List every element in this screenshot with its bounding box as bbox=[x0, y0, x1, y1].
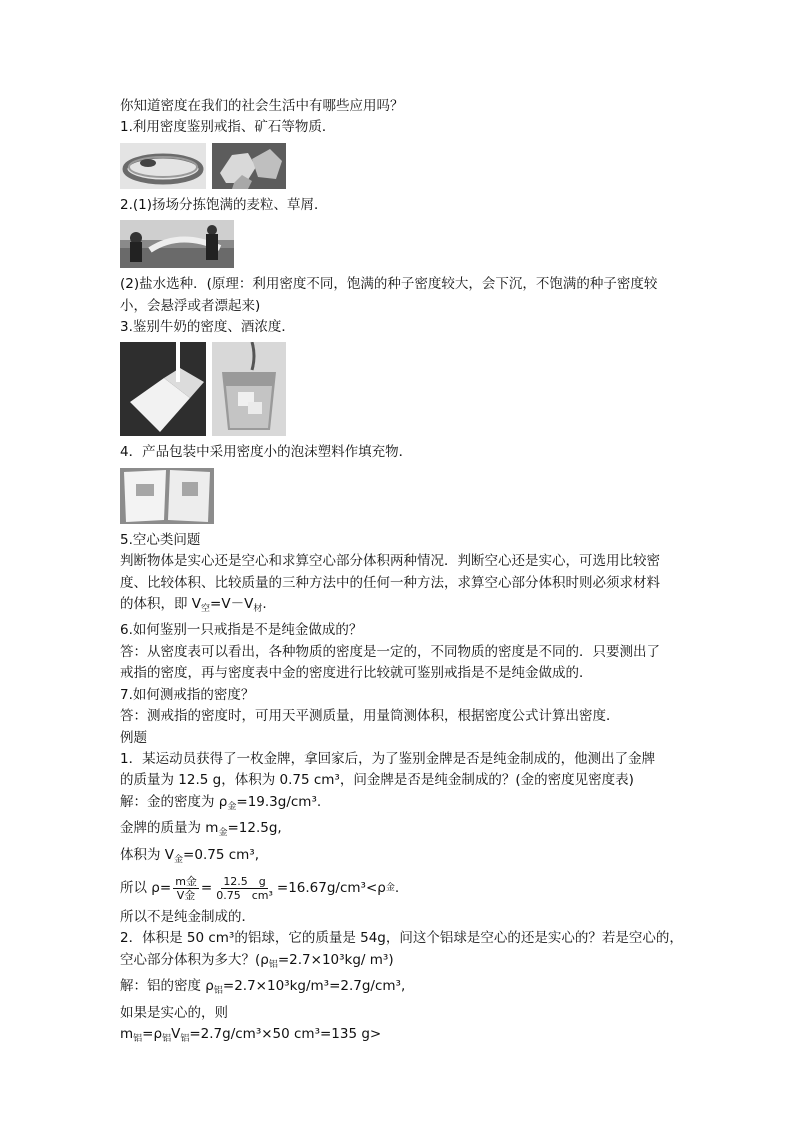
foam-packaging-photo bbox=[120, 468, 214, 524]
example-1-solution-1: 解：金的密度为 $\rho_金=19.3g$/cm³. bbox=[120, 793, 322, 812]
item-7-answer: 答：测戒指的密度时，可用天平测质量，用量筒测体积，根据密度公式计算出密度． bbox=[120, 708, 620, 725]
example-2-question-2: 空心部分体积为多大？($\rho_铝=2.7\times 10^3kg/$ m³) bbox=[120, 951, 394, 970]
example-heading: 例题 bbox=[120, 729, 147, 746]
item-6-question: 6.如何鉴别一只戒指是不是纯金做成的？ bbox=[120, 622, 363, 639]
item-5-line-1: 判断物体是实心还是空心和求算空心部分体积两种情况．判断空心还是实心，可选用比较密 bbox=[120, 553, 660, 570]
item-5-line-2: 度、比较体积、比较质量的三种方法中的任何一种方法，求算空心部分体积时则必须求材料 bbox=[120, 574, 660, 591]
example-2-solution-3: $m_铝=\rho_铝V_铝=2.7g/cm^3\times 50$ cm³=135 g> bbox=[120, 1025, 382, 1044]
example-1-formula: 所以 ρ= $\frac{\text{m金}}{\text{V金}}$ = $\frac{12.5 g}{\text{0.75 cm³}}$ =16.67g/cm³<ρ 金 . bbox=[120, 875, 400, 903]
intro-question: 你知道密度在我们的社会生活中有哪些应用吗？ bbox=[120, 98, 404, 114]
example-1-question-2: 的质量为 12.5 g，体积为 0.75 cm³，问金牌是否是纯金制成的？(金的密度见密度表) bbox=[120, 772, 634, 789]
item-3: 3.鉴别牛奶的密度、酒浓度． bbox=[120, 319, 295, 336]
item-6-answer-1: 答：从密度表可以看出，各种物质的密度是一定的，不同物质的密度是不同的．只要测出了 bbox=[120, 643, 660, 660]
item-5-title: 5.空心类问题 bbox=[120, 531, 201, 548]
milk-pour-photo bbox=[120, 342, 206, 436]
item-5-line-3: 的体积，即 $V_空=V-V_材$. bbox=[120, 596, 267, 615]
item-7-question: 7.如何测戒指的密度？ bbox=[120, 686, 255, 703]
ore-photo bbox=[212, 143, 286, 189]
fraction-numeric: $\frac{12.5 g}{\text{0.75 cm³}}$ bbox=[216, 875, 273, 903]
example-2-question-1: 2．体积是 50 cm³的铝球，它的质量是 54g，问这个铝球是空心的还是实心的？若是空心的， bbox=[120, 930, 683, 947]
example-1-question-1: 1．某运动员获得了一枚金牌，拿回家后，为了鉴别金牌是否是纯金制成的，他测出了金牌 bbox=[120, 750, 656, 767]
item-2b-line-1: (2)盐水选种．(原理：利用密度不同，饱满的种子密度较大，会下沉，不饱满的种子密度较 bbox=[120, 276, 658, 293]
item-4: 4．产品包装中采用密度小的泡沫塑料作填充物． bbox=[120, 444, 413, 461]
image-row-4 bbox=[120, 468, 680, 524]
example-1-solution-3: 体积为 $V_金=0.75$ cm³, bbox=[120, 846, 259, 865]
image-row-3 bbox=[120, 342, 680, 436]
item-6-answer-2: 戒指的密度，再与密度表中金的密度进行比较就可鉴别戒指是不是纯金做成的． bbox=[120, 665, 593, 682]
ring-photo bbox=[120, 143, 206, 189]
image-row-1 bbox=[120, 143, 680, 189]
image-row-2 bbox=[120, 220, 680, 268]
example-2-solution-1: 解：铝的密度 $\rho_铝=2.7\times 10^3kg/m^3=2.7g$/cm³, bbox=[120, 978, 406, 997]
example-1-conclusion: 所以不是纯金制成的． bbox=[120, 908, 255, 925]
winnowing-photo bbox=[120, 220, 234, 268]
item-2a: 2.(1)扬场分拣饱满的麦粒、草屑． bbox=[120, 196, 328, 213]
document-body bbox=[120, 96, 683, 1050]
example-1-solution-2: 金牌的质量为 $m_金=12.5g$, bbox=[120, 820, 282, 839]
fraction-symbolic: $\frac{\text{m金}}{\text{V金}}$ bbox=[175, 875, 197, 903]
item-1: 1.利用密度鉴别戒指、矿石等物质． bbox=[120, 119, 336, 136]
example-2-solution-2: 如果是实心的，则 bbox=[120, 1004, 228, 1021]
liquor-glass-photo bbox=[212, 342, 286, 436]
item-2b-line-2: 小，会悬浮或者漂起来) bbox=[120, 297, 261, 314]
